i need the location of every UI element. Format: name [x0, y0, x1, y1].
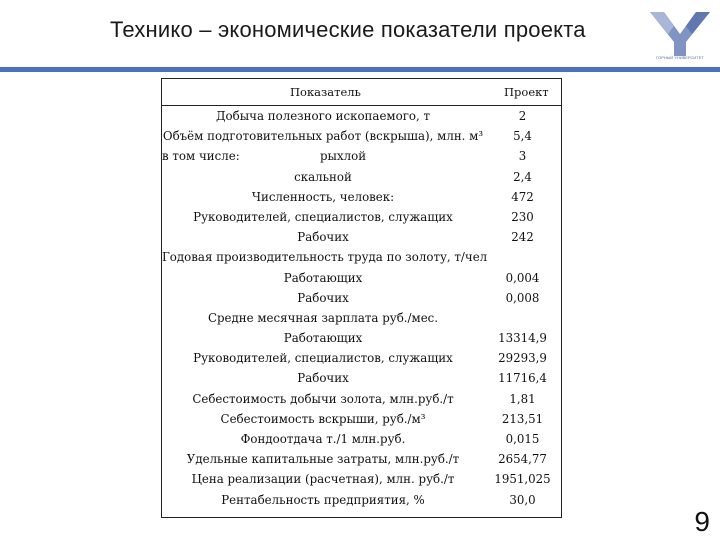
- row-value: 2,4: [513, 169, 532, 184]
- row-value: 29293,9: [498, 351, 547, 366]
- row-value: 13314,9: [498, 331, 547, 346]
- table-row: [162, 409, 561, 429]
- row-label: Добыча полезного ископаемого, т: [215, 109, 431, 123]
- table-row: [162, 490, 561, 510]
- table-row: [162, 247, 561, 267]
- row-label: Средне месячная зарплата руб./мес.: [207, 310, 439, 325]
- row-label: Численность, человек:: [251, 189, 395, 204]
- table-row: [162, 288, 561, 308]
- row-value: 0,015: [505, 432, 540, 446]
- table-row: [162, 207, 561, 227]
- slide-title: Технико – экономические показатели проекта: [110, 17, 586, 42]
- row-value: 213,51: [501, 411, 544, 426]
- title-divider: [0, 67, 720, 72]
- indicators-table: [161, 78, 562, 518]
- table-row: [162, 469, 561, 489]
- row-label: Работающих: [283, 270, 363, 285]
- table-row: [162, 429, 561, 449]
- table-row: [162, 308, 561, 328]
- table-row: [162, 187, 561, 207]
- row-value: 1951,025: [494, 472, 551, 487]
- row-value: 1,81: [509, 391, 536, 406]
- row-value: 3: [518, 149, 527, 164]
- row-label: Руководителей, специалистов, служащих: [193, 351, 453, 366]
- row-label: Рабочих: [297, 371, 349, 386]
- row-label: Рабочих: [297, 230, 349, 245]
- logo-caption: ГОРНЫЙ УНИВЕРСИТЕТ: [656, 55, 704, 60]
- row-label: Себестоимость добычи золота, млн.руб./т: [192, 391, 454, 406]
- row-value: 472: [511, 189, 534, 204]
- row-value: 11716,4: [498, 371, 547, 386]
- row-label: Рентабельность предприятия, %: [221, 492, 425, 507]
- row-value: 230: [511, 209, 534, 224]
- table-header: [162, 79, 561, 106]
- table-body: [162, 106, 561, 510]
- row-label: Цена реализации (расчетная), млн. руб./т: [191, 472, 455, 487]
- row-label: Себестоимость вскрыши, руб./м³: [220, 411, 426, 426]
- row-label: Работающих: [283, 331, 363, 346]
- row-label: Годовая производительность труда по золоту, т/чел: [162, 250, 488, 265]
- table-row: [162, 146, 561, 166]
- row-label: Руководителей, специалистов, служащих: [193, 209, 453, 224]
- row-value: 5,4: [513, 129, 532, 144]
- table-row: [162, 227, 561, 247]
- row-label: Удельные капитальные затраты, млн.руб./т: [186, 452, 460, 467]
- row-value: 0,004: [505, 270, 540, 285]
- row-value: 242: [511, 230, 534, 245]
- page-number: 9: [694, 506, 710, 537]
- row-value: 30,0: [509, 492, 536, 507]
- row-value: 0,008: [505, 290, 540, 305]
- table-row: [162, 106, 561, 126]
- row-value: 2654,77: [498, 452, 547, 467]
- row-label: Объём подготовительных работ (вскрыша), млн. м³: [162, 129, 484, 144]
- row-label: Фондоотдача т./1 млн.руб.: [240, 432, 406, 446]
- table-row: [162, 167, 561, 187]
- row-sublabel: рыхлой: [320, 149, 367, 164]
- table-row: [162, 389, 561, 409]
- table-row: [162, 449, 561, 469]
- header-indicator: Показатель: [290, 85, 361, 99]
- table-row: [162, 368, 561, 388]
- table-row: [162, 268, 561, 288]
- row-label: Рабочих: [297, 290, 349, 305]
- row-label: скальной: [294, 169, 352, 184]
- table-row: [162, 126, 561, 146]
- row-label: в том числе:: [162, 149, 240, 164]
- table-row: [162, 328, 561, 348]
- header-project: Проект: [504, 85, 549, 99]
- table-row: [162, 348, 561, 368]
- row-value: 2: [518, 109, 527, 123]
